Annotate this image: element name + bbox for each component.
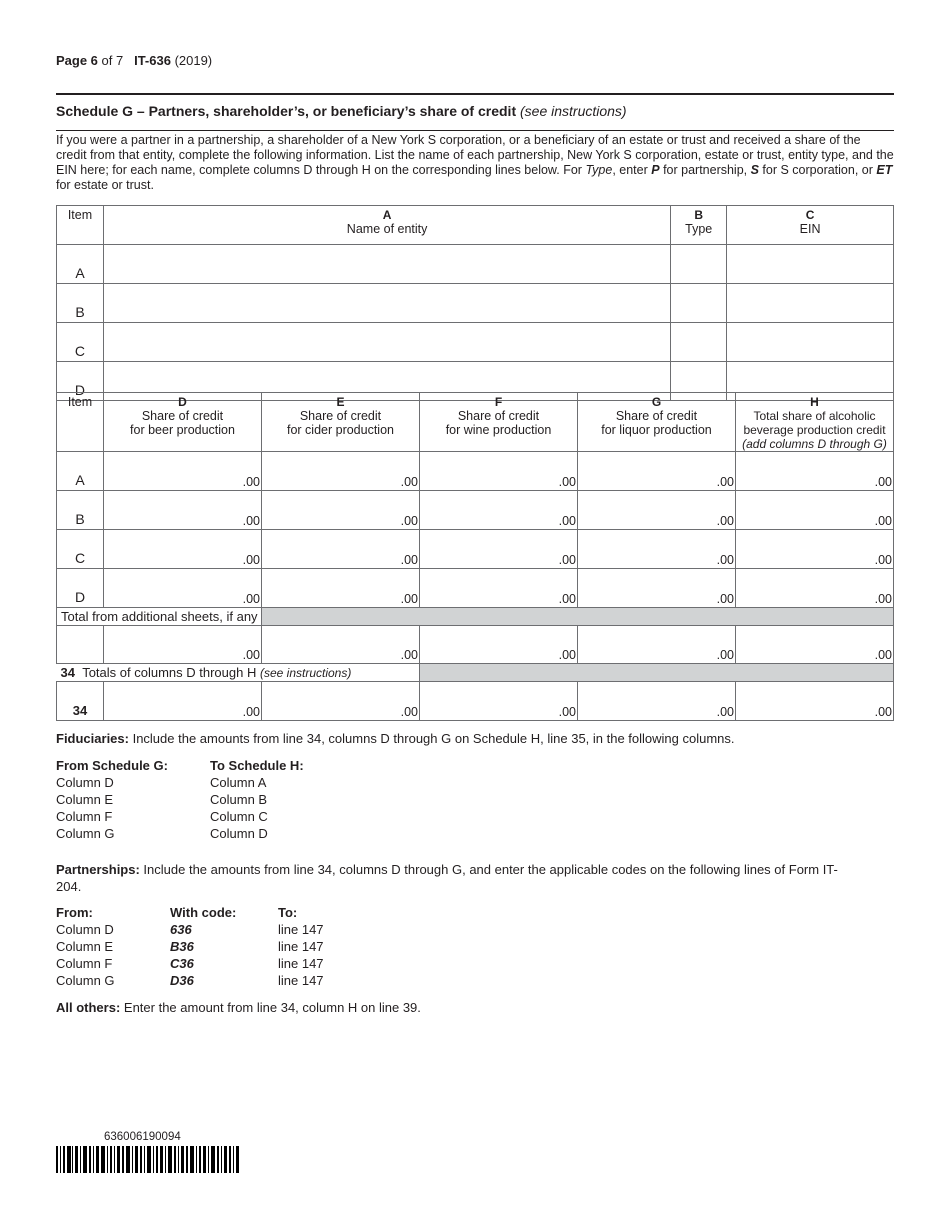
barcode-number: 636006190094 [104, 1131, 181, 1143]
table-header-row [57, 393, 894, 452]
cider-credit-total-field[interactable]: .00 [262, 682, 420, 721]
page-total: of 7 [101, 53, 124, 68]
item-label: C [57, 530, 104, 569]
wine-credit-field[interactable]: .00 [420, 491, 578, 530]
line-34-label-row [57, 664, 894, 682]
all-others-instructions: All others: Enter the amount from line 34, column H on line 39. [56, 1000, 421, 1015]
fiduciaries-from-column: From Schedule G: Column D Column E Column F Column G [56, 758, 168, 841]
wine-credit-header: F Share of credit for wine production [420, 393, 578, 452]
total-credit-field[interactable]: .00 [736, 491, 894, 530]
wine-credit-additional-field[interactable]: .00 [420, 626, 578, 664]
page-number: Page 6 [56, 53, 98, 68]
partnerships-from-column: From: Column D Column E Column F Column G [56, 905, 115, 988]
beer-credit-header: D Share of credit for beer production [104, 393, 262, 452]
divider [56, 130, 894, 131]
entity-name-field[interactable] [103, 245, 670, 284]
total-credit-field[interactable]: .00 [736, 569, 894, 608]
table-row [57, 284, 894, 323]
total-credit-additional-field[interactable]: .00 [736, 626, 894, 664]
entity-name-field[interactable] [103, 284, 670, 323]
liquor-credit-field[interactable]: .00 [578, 530, 736, 569]
beer-credit-field[interactable]: .00 [104, 569, 262, 608]
cider-credit-field[interactable]: .00 [262, 491, 420, 530]
divider [56, 93, 894, 95]
table-row [57, 452, 894, 491]
partnerships-to-column: To: line 147 line 147 line 147 line 147 [278, 905, 324, 988]
item-header: Item [57, 206, 104, 245]
cider-credit-field[interactable]: .00 [262, 530, 420, 569]
table-row [57, 323, 894, 362]
page-header [56, 53, 212, 68]
entity-type-field[interactable] [671, 284, 727, 323]
table-row [57, 530, 894, 569]
total-credit-total-field[interactable]: .00 [736, 682, 894, 721]
line-34-label: 34 Totals of columns D through H (see instructions) [60, 665, 352, 680]
ein-header: C EIN [727, 206, 894, 245]
additional-sheets-label-row [57, 608, 894, 626]
type-header: B Type [671, 206, 727, 245]
total-credit-field[interactable]: .00 [736, 530, 894, 569]
total-credit-header: H Total share of alcoholic beverage production credit (add columns D through G) [736, 393, 894, 452]
beer-credit-additional-field[interactable]: .00 [104, 626, 262, 664]
beer-credit-total-field[interactable]: .00 [104, 682, 262, 721]
entity-type-field[interactable] [671, 323, 727, 362]
liquor-credit-total-field[interactable]: .00 [578, 682, 736, 721]
fiduciaries-instructions: Fiduciaries: Include the amounts from line 34, columns D through G on Schedule H, line 35, in the following columns. [56, 731, 735, 746]
see-instructions-note: (see instructions) [520, 103, 627, 119]
item-label: B [57, 491, 104, 530]
wine-credit-total-field[interactable]: .00 [420, 682, 578, 721]
beer-credit-field[interactable]: .00 [104, 452, 262, 491]
wine-credit-field[interactable]: .00 [420, 452, 578, 491]
table-row [57, 491, 894, 530]
fiduciaries-to-column: To Schedule H: Column A Column B Column C Column D [210, 758, 304, 841]
item-label: C [57, 323, 104, 362]
cider-credit-additional-field[interactable]: .00 [262, 626, 420, 664]
wine-credit-field[interactable]: .00 [420, 569, 578, 608]
item-label: A [57, 245, 104, 284]
name-of-entity-header: A Name of entity [103, 206, 670, 245]
item-label: D [57, 569, 104, 608]
entity-name-field[interactable] [103, 323, 670, 362]
barcode-icon [56, 1146, 239, 1173]
table-row [57, 569, 894, 608]
form-year: (2019) [174, 53, 213, 68]
item-label: B [57, 284, 104, 323]
total-credit-field[interactable]: .00 [736, 452, 894, 491]
credit-share-table [56, 392, 894, 721]
shaded-bar [262, 608, 894, 626]
table-header-row [57, 206, 894, 245]
additional-sheets-row [57, 626, 894, 664]
line-34-row [57, 682, 894, 721]
shaded-bar [420, 664, 894, 682]
line-34-number: 34 [57, 682, 104, 721]
cider-credit-field[interactable]: .00 [262, 452, 420, 491]
entity-ein-field[interactable] [727, 284, 894, 323]
partnerships-code-column: With code: 636 B36 C36 D36 [170, 905, 237, 988]
cider-credit-field[interactable]: .00 [262, 569, 420, 608]
table-row [57, 245, 894, 284]
item-header: Item [57, 393, 104, 452]
partnerships-instructions: Partnerships: Include the amounts from line 34, columns D through G, and enter the applicable codes on the following lines of Form IT-204. [56, 862, 838, 894]
item-label: D [57, 362, 104, 401]
liquor-credit-header: G Share of credit for liquor production [578, 393, 736, 452]
form-number: IT-636 [134, 53, 171, 68]
schedule-instructions: If you were a partner in a partnership, a shareholder of a New York S corporation, or a beneficiary of an estate or trust and received a share of the credit from that entity, complete the following information. List the name of each partnership, New York S corporation, estate or trust, entity type, and the EIN here; for each name, complete columns D through H on the corresponding lines below. For Type, enter P for partnership, S for S corporation, or ET for estate or trust. [56, 133, 894, 192]
entity-ein-field[interactable] [727, 323, 894, 362]
beer-credit-field[interactable]: .00 [104, 491, 262, 530]
cider-credit-header: E Share of credit for cider production [262, 393, 420, 452]
beer-credit-field[interactable]: .00 [104, 530, 262, 569]
liquor-credit-additional-field[interactable]: .00 [578, 626, 736, 664]
liquor-credit-field[interactable]: .00 [578, 569, 736, 608]
entity-table [56, 205, 894, 401]
additional-sheets-label: Total from additional sheets, if any [57, 608, 262, 626]
liquor-credit-field[interactable]: .00 [578, 452, 736, 491]
entity-ein-field[interactable] [727, 245, 894, 284]
wine-credit-field[interactable]: .00 [420, 530, 578, 569]
entity-type-field[interactable] [671, 245, 727, 284]
liquor-credit-field[interactable]: .00 [578, 491, 736, 530]
item-label: A [57, 452, 104, 491]
schedule-title: Schedule G – Partners, shareholder’s, or beneficiary’s share of credit (see instructions) [56, 103, 627, 119]
